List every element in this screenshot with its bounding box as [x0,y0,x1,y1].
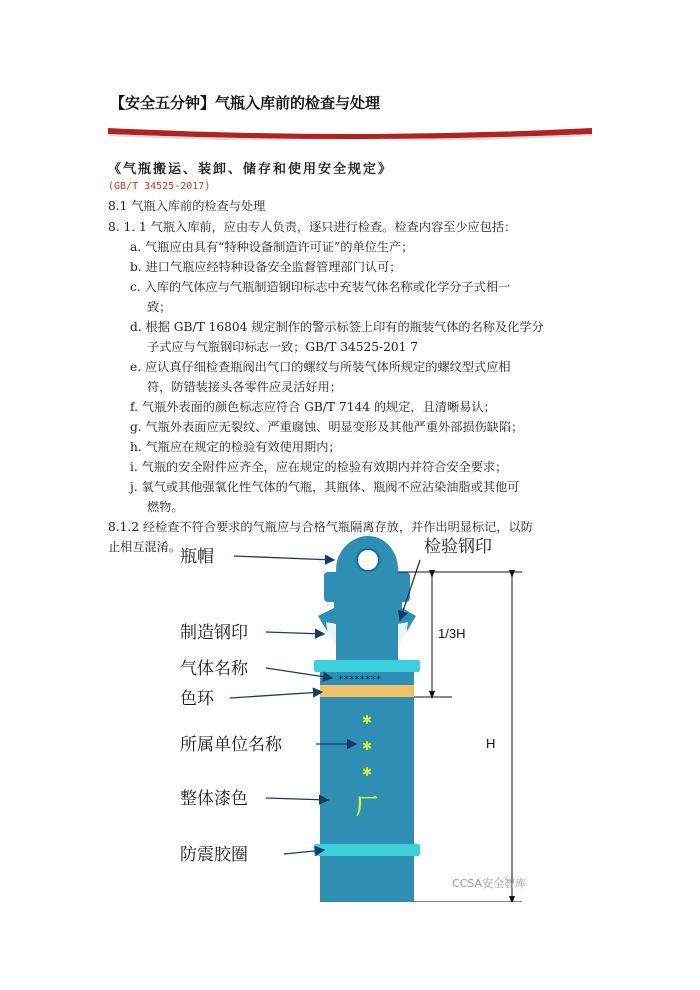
top-ring [314,660,420,672]
clause-8-1-2: 8.1.2 经检查不符合要求的气瓶应与合格气瓶隔离存放，并作出明显标记，以防 [108,520,533,534]
item-b: b. 进口气瓶应经特种设备安全监督管理部门认可； [130,260,402,274]
section-8-1: 8.1 气瓶入库前的检查与处理 [108,199,266,213]
label-cap: 瓶帽 [180,547,214,567]
factory-char: 厂 [356,795,379,820]
item-f: f. 气瓶外表面的颜色标志应符合 GB/T 7144 的规定，且清晰易认； [130,400,496,414]
gas-name-stars: ******** [338,675,382,685]
label-inspection-stamp: 检验钢印 [424,537,492,557]
item-d-cont: 子式应与气瓶钢印标志一致；GB/T 34525-201 7 [147,340,419,354]
item-i: i. 气瓶的安全附件应齐全，应在规定的检验有效期内并符合安全要求； [130,460,508,474]
dim-h-label: H [486,736,496,751]
cap-hole [357,549,379,571]
title-divider [108,124,592,140]
item-e: e. 应认真仔细检查瓶阀出气口的螺纹与所装气体所规定的螺纹型式应相 [130,360,511,374]
label-color-ring: 色环 [180,689,214,709]
arrow-mfg-stamp [266,632,324,634]
label-rubber-ring: 防震胶圈 [180,845,248,865]
owner-dot-3: ✱ [362,765,373,779]
item-j-cont: 燃物。 [147,500,184,514]
item-g: g. 气瓶外表面应无裂纹、严重腐蚀、明显变形及其他严重外部损伤缺陷； [130,420,524,434]
clause-8-1-1: 8. 1. 1 气瓶入库前，应由专人负责，逐只进行检查。检查内容至少应包括： [108,220,517,234]
dim-third-h-label: 1/3H [438,626,466,641]
cylinder-cap [324,536,410,602]
item-c-cont: 致； [147,300,172,314]
color-band [320,685,414,697]
owner-dot-1: ✱ [362,713,373,727]
page-title: 【安全五分钟】气瓶入库前的检查与处理 [110,94,381,112]
stamp-notch-left [326,622,336,650]
arrow-color-ring [230,692,322,698]
item-h: h. 气瓶应在规定的检验有效使用期内； [130,440,341,454]
label-owner: 所属单位名称 [180,735,282,755]
arrow-paint [266,798,328,800]
item-j: j. 氧气或其他强氧化性气体的气瓶，其瓶体、瓶阀不应沾染油脂或其他可 [130,480,520,494]
label-mfg-stamp: 制造钢印 [180,623,248,643]
clause-8-1-2-cont: 止相互混淆。 [108,540,182,554]
rubber-ring [314,844,420,856]
item-e-cont: 符，防错装接头各零件应灵活好用； [147,380,342,394]
arrow-cap [234,556,334,560]
item-c: c. 入库的气体应与气瓶制造钢印标志中充装气体名称或化学分子式相一 [130,280,511,294]
label-paint: 整体漆色 [180,789,248,809]
standard-number: (GB/T 34525-2017) [108,181,211,192]
owner-dot-2: ✱ [362,739,373,753]
label-gas-name: 气体名称 [180,659,248,679]
cylinder-body [320,662,414,902]
cylinder-diagram [126,532,606,902]
document-subtitle: 《气瓶搬运、装卸、储存和使用安全规定》 [108,162,394,177]
watermark: CCSA安全智库 [452,877,527,890]
item-d: d. 根据 GB/T 16804 规定制作的警示标签上印有的瓶装气体的名称及化学分 [130,320,544,334]
item-a: a. 气瓶应由具有“特种设备制造许可证”的单位生产； [130,240,414,254]
stamp-notch-right [398,622,408,650]
